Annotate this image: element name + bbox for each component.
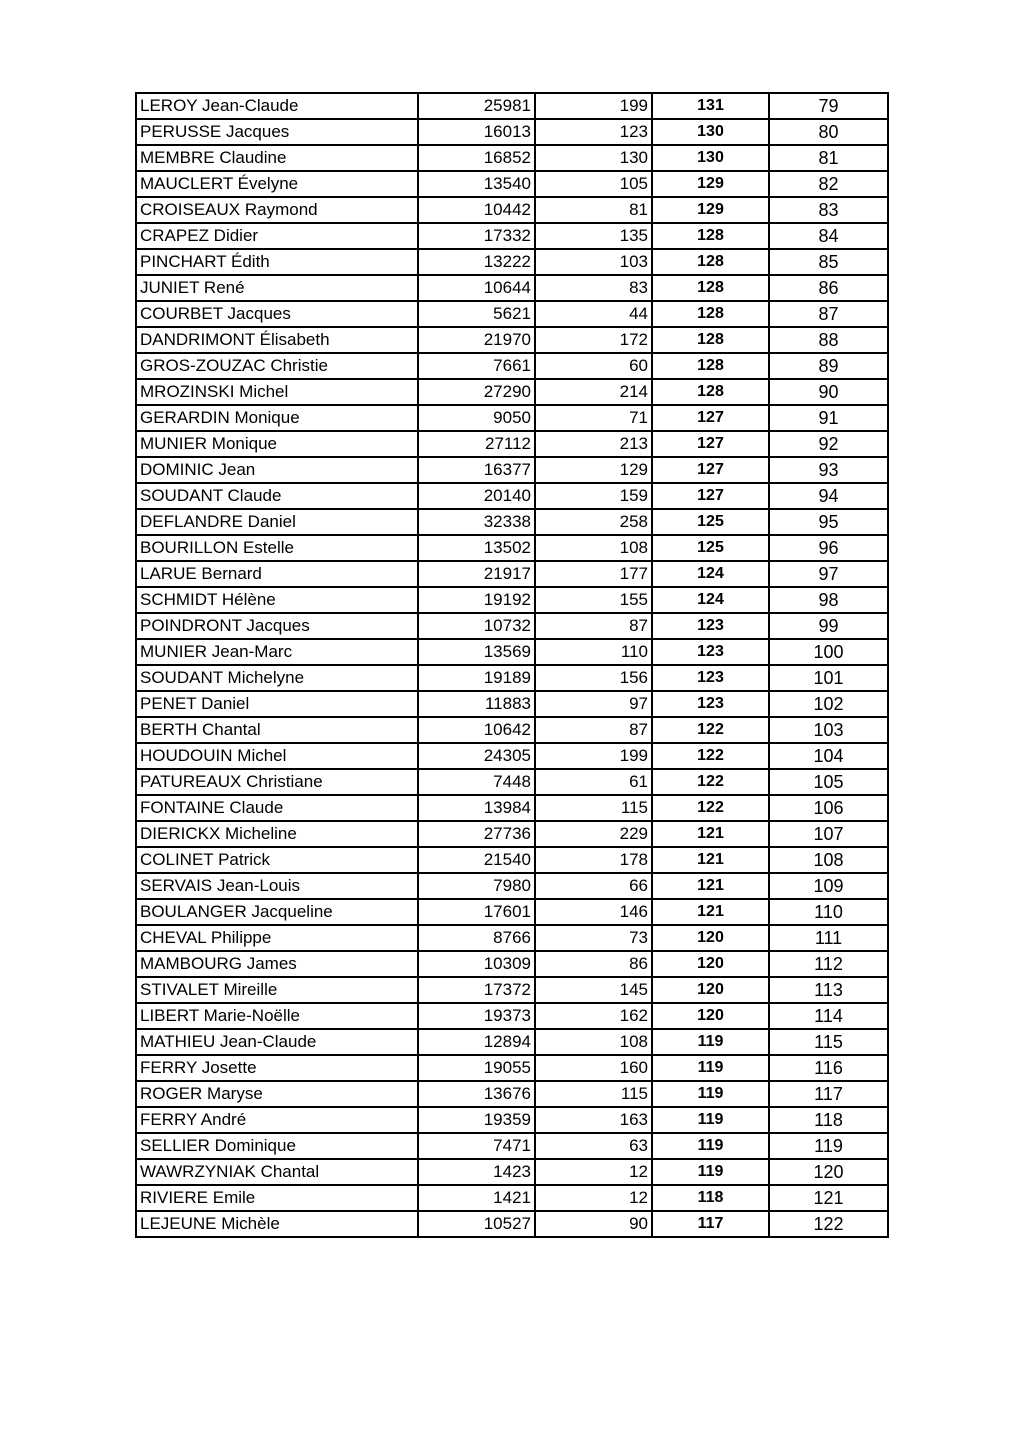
cell-number-2: 73 — [535, 925, 652, 951]
cell-score: 120 — [652, 977, 769, 1003]
cell-name: SERVAIS Jean-Louis — [136, 873, 418, 899]
cell-number-2: 155 — [535, 587, 652, 613]
cell-score: 128 — [652, 301, 769, 327]
cell-name: DEFLANDRE Daniel — [136, 509, 418, 535]
table-row — [136, 379, 888, 405]
cell-rank: 115 — [769, 1029, 888, 1055]
cell-number-1: 7661 — [418, 353, 535, 379]
cell-number-1: 24305 — [418, 743, 535, 769]
cell-rank: 114 — [769, 1003, 888, 1029]
cell-score: 122 — [652, 769, 769, 795]
cell-name: STIVALET Mireille — [136, 977, 418, 1003]
cell-number-1: 21540 — [418, 847, 535, 873]
cell-score: 128 — [652, 249, 769, 275]
cell-number-1: 19055 — [418, 1055, 535, 1081]
cell-name: MUNIER Jean-Marc — [136, 639, 418, 665]
cell-number-2: 12 — [535, 1159, 652, 1185]
cell-score: 129 — [652, 171, 769, 197]
cell-rank: 96 — [769, 535, 888, 561]
cell-score: 123 — [652, 691, 769, 717]
cell-score: 120 — [652, 951, 769, 977]
table-row — [136, 717, 888, 743]
cell-number-1: 17372 — [418, 977, 535, 1003]
cell-score: 128 — [652, 327, 769, 353]
cell-name: DOMINIC Jean — [136, 457, 418, 483]
cell-number-2: 44 — [535, 301, 652, 327]
cell-rank: 106 — [769, 795, 888, 821]
cell-rank: 122 — [769, 1211, 888, 1237]
cell-rank: 108 — [769, 847, 888, 873]
cell-name: MROZINSKI Michel — [136, 379, 418, 405]
table-row — [136, 1055, 888, 1081]
table-row — [136, 951, 888, 977]
cell-number-2: 145 — [535, 977, 652, 1003]
cell-rank: 117 — [769, 1081, 888, 1107]
table-row — [136, 249, 888, 275]
table-row — [136, 821, 888, 847]
cell-name: SELLIER Dominique — [136, 1133, 418, 1159]
cell-score: 127 — [652, 405, 769, 431]
cell-number-1: 13222 — [418, 249, 535, 275]
cell-name: COLINET Patrick — [136, 847, 418, 873]
cell-score: 127 — [652, 483, 769, 509]
cell-number-2: 66 — [535, 873, 652, 899]
cell-number-1: 10732 — [418, 613, 535, 639]
cell-number-2: 156 — [535, 665, 652, 691]
cell-name: FERRY André — [136, 1107, 418, 1133]
cell-number-1: 10442 — [418, 197, 535, 223]
cell-name: MATHIEU Jean-Claude — [136, 1029, 418, 1055]
cell-name: CRAPEZ Didier — [136, 223, 418, 249]
cell-score: 121 — [652, 821, 769, 847]
cell-number-1: 11883 — [418, 691, 535, 717]
cell-number-2: 83 — [535, 275, 652, 301]
cell-number-2: 97 — [535, 691, 652, 717]
cell-rank: 119 — [769, 1133, 888, 1159]
table-row — [136, 405, 888, 431]
cell-name: PERUSSE Jacques — [136, 119, 418, 145]
table-row — [136, 1107, 888, 1133]
table-row — [136, 873, 888, 899]
cell-number-1: 13502 — [418, 535, 535, 561]
cell-rank: 85 — [769, 249, 888, 275]
cell-name: POINDRONT Jacques — [136, 613, 418, 639]
cell-number-2: 214 — [535, 379, 652, 405]
table-row — [136, 327, 888, 353]
cell-number-1: 21917 — [418, 561, 535, 587]
cell-rank: 83 — [769, 197, 888, 223]
cell-name: ROGER Maryse — [136, 1081, 418, 1107]
cell-score: 122 — [652, 743, 769, 769]
table-row — [136, 1185, 888, 1211]
cell-name: RIVIERE Emile — [136, 1185, 418, 1211]
cell-score: 124 — [652, 587, 769, 613]
table-row — [136, 1211, 888, 1237]
cell-rank: 90 — [769, 379, 888, 405]
cell-number-1: 10309 — [418, 951, 535, 977]
cell-score: 128 — [652, 379, 769, 405]
cell-number-2: 258 — [535, 509, 652, 535]
table-row — [136, 587, 888, 613]
cell-rank: 100 — [769, 639, 888, 665]
cell-score: 121 — [652, 873, 769, 899]
cell-number-2: 115 — [535, 1081, 652, 1107]
table-row — [136, 1081, 888, 1107]
cell-score: 125 — [652, 535, 769, 561]
cell-rank: 113 — [769, 977, 888, 1003]
cell-number-2: 110 — [535, 639, 652, 665]
cell-number-2: 213 — [535, 431, 652, 457]
cell-name: WAWRZYNIAK Chantal — [136, 1159, 418, 1185]
cell-name: LEJEUNE Michèle — [136, 1211, 418, 1237]
cell-number-2: 108 — [535, 1029, 652, 1055]
cell-name: PINCHART Édith — [136, 249, 418, 275]
cell-number-1: 32338 — [418, 509, 535, 535]
cell-number-1: 19373 — [418, 1003, 535, 1029]
cell-score: 130 — [652, 145, 769, 171]
cell-name: MEMBRE Claudine — [136, 145, 418, 171]
cell-name: PENET Daniel — [136, 691, 418, 717]
cell-number-1: 9050 — [418, 405, 535, 431]
cell-name: FONTAINE Claude — [136, 795, 418, 821]
cell-number-1: 10644 — [418, 275, 535, 301]
cell-rank: 97 — [769, 561, 888, 587]
cell-score: 130 — [652, 119, 769, 145]
cell-name: FERRY Josette — [136, 1055, 418, 1081]
table-row — [136, 1159, 888, 1185]
cell-score: 117 — [652, 1211, 769, 1237]
cell-number-2: 163 — [535, 1107, 652, 1133]
cell-rank: 94 — [769, 483, 888, 509]
cell-name: PATUREAUX Christiane — [136, 769, 418, 795]
results-body — [136, 93, 888, 1237]
cell-number-1: 19192 — [418, 587, 535, 613]
table-row — [136, 561, 888, 587]
cell-rank: 112 — [769, 951, 888, 977]
table-row — [136, 1003, 888, 1029]
cell-number-1: 17601 — [418, 899, 535, 925]
cell-score: 122 — [652, 717, 769, 743]
cell-number-2: 105 — [535, 171, 652, 197]
cell-name: JUNIET René — [136, 275, 418, 301]
cell-number-1: 19359 — [418, 1107, 535, 1133]
table-row — [136, 665, 888, 691]
cell-number-2: 81 — [535, 197, 652, 223]
cell-number-2: 63 — [535, 1133, 652, 1159]
cell-rank: 98 — [769, 587, 888, 613]
cell-score: 119 — [652, 1081, 769, 1107]
cell-name: BERTH Chantal — [136, 717, 418, 743]
table-row — [136, 145, 888, 171]
cell-score: 128 — [652, 223, 769, 249]
cell-name: SOUDANT Claude — [136, 483, 418, 509]
cell-rank: 110 — [769, 899, 888, 925]
cell-rank: 99 — [769, 613, 888, 639]
cell-name: MAUCLERT Évelyne — [136, 171, 418, 197]
cell-score: 118 — [652, 1185, 769, 1211]
cell-rank: 104 — [769, 743, 888, 769]
table-row — [136, 1029, 888, 1055]
cell-name: DIERICKX Micheline — [136, 821, 418, 847]
cell-number-2: 199 — [535, 93, 652, 119]
cell-rank: 107 — [769, 821, 888, 847]
cell-number-1: 1423 — [418, 1159, 535, 1185]
table-row — [136, 119, 888, 145]
cell-name: LARUE Bernard — [136, 561, 418, 587]
cell-rank: 86 — [769, 275, 888, 301]
cell-number-1: 16013 — [418, 119, 535, 145]
table-row — [136, 353, 888, 379]
cell-number-1: 21970 — [418, 327, 535, 353]
cell-number-2: 60 — [535, 353, 652, 379]
table-row — [136, 691, 888, 717]
cell-number-2: 162 — [535, 1003, 652, 1029]
table-row — [136, 977, 888, 1003]
cell-score: 119 — [652, 1107, 769, 1133]
cell-score: 120 — [652, 1003, 769, 1029]
cell-number-2: 108 — [535, 535, 652, 561]
cell-score: 127 — [652, 457, 769, 483]
cell-number-2: 177 — [535, 561, 652, 587]
cell-rank: 79 — [769, 93, 888, 119]
cell-score: 121 — [652, 899, 769, 925]
table-row — [136, 743, 888, 769]
cell-rank: 116 — [769, 1055, 888, 1081]
cell-score: 125 — [652, 509, 769, 535]
cell-number-2: 86 — [535, 951, 652, 977]
cell-score: 128 — [652, 275, 769, 301]
cell-score: 122 — [652, 795, 769, 821]
cell-rank: 105 — [769, 769, 888, 795]
cell-number-2: 130 — [535, 145, 652, 171]
cell-number-2: 229 — [535, 821, 652, 847]
cell-number-2: 123 — [535, 119, 652, 145]
cell-score: 123 — [652, 665, 769, 691]
cell-rank: 89 — [769, 353, 888, 379]
cell-rank: 84 — [769, 223, 888, 249]
cell-number-1: 8766 — [418, 925, 535, 951]
table-row — [136, 1133, 888, 1159]
cell-score: 123 — [652, 613, 769, 639]
cell-number-2: 178 — [535, 847, 652, 873]
cell-number-1: 19189 — [418, 665, 535, 691]
cell-rank: 120 — [769, 1159, 888, 1185]
cell-number-1: 10642 — [418, 717, 535, 743]
cell-score: 119 — [652, 1159, 769, 1185]
cell-score: 123 — [652, 639, 769, 665]
cell-number-1: 1421 — [418, 1185, 535, 1211]
cell-number-1: 12894 — [418, 1029, 535, 1055]
results-table — [135, 92, 889, 1238]
cell-number-1: 7471 — [418, 1133, 535, 1159]
cell-score: 124 — [652, 561, 769, 587]
cell-number-2: 87 — [535, 717, 652, 743]
cell-rank: 91 — [769, 405, 888, 431]
cell-name: BOULANGER Jacqueline — [136, 899, 418, 925]
table-row — [136, 483, 888, 509]
cell-number-2: 146 — [535, 899, 652, 925]
cell-number-1: 7448 — [418, 769, 535, 795]
table-row — [136, 639, 888, 665]
cell-number-2: 90 — [535, 1211, 652, 1237]
cell-name: CROISEAUX Raymond — [136, 197, 418, 223]
cell-name: LEROY Jean-Claude — [136, 93, 418, 119]
cell-score: 127 — [652, 431, 769, 457]
cell-number-1: 16852 — [418, 145, 535, 171]
cell-score: 128 — [652, 353, 769, 379]
cell-rank: 121 — [769, 1185, 888, 1211]
cell-number-1: 13676 — [418, 1081, 535, 1107]
cell-number-1: 16377 — [418, 457, 535, 483]
cell-score: 121 — [652, 847, 769, 873]
cell-score: 131 — [652, 93, 769, 119]
table-row — [136, 431, 888, 457]
cell-score: 119 — [652, 1133, 769, 1159]
cell-number-2: 199 — [535, 743, 652, 769]
cell-number-2: 87 — [535, 613, 652, 639]
table-row — [136, 275, 888, 301]
table-row — [136, 769, 888, 795]
cell-rank: 81 — [769, 145, 888, 171]
cell-score: 120 — [652, 925, 769, 951]
cell-name: SCHMIDT Hélène — [136, 587, 418, 613]
cell-name: SOUDANT Michelyne — [136, 665, 418, 691]
cell-rank: 88 — [769, 327, 888, 353]
cell-number-1: 27112 — [418, 431, 535, 457]
table-row — [136, 197, 888, 223]
cell-rank: 109 — [769, 873, 888, 899]
cell-number-1: 13540 — [418, 171, 535, 197]
cell-name: BOURILLON Estelle — [136, 535, 418, 561]
cell-rank: 101 — [769, 665, 888, 691]
cell-number-1: 27290 — [418, 379, 535, 405]
table-row — [136, 223, 888, 249]
cell-score: 119 — [652, 1055, 769, 1081]
cell-number-2: 172 — [535, 327, 652, 353]
cell-number-2: 71 — [535, 405, 652, 431]
cell-rank: 111 — [769, 925, 888, 951]
cell-rank: 118 — [769, 1107, 888, 1133]
cell-rank: 102 — [769, 691, 888, 717]
cell-score: 129 — [652, 197, 769, 223]
table-row — [136, 93, 888, 119]
cell-rank: 92 — [769, 431, 888, 457]
table-row — [136, 535, 888, 561]
table-row — [136, 457, 888, 483]
table-row — [136, 925, 888, 951]
cell-number-1: 10527 — [418, 1211, 535, 1237]
cell-number-1: 27736 — [418, 821, 535, 847]
cell-number-1: 25981 — [418, 93, 535, 119]
cell-name: HOUDOUIN Michel — [136, 743, 418, 769]
cell-rank: 103 — [769, 717, 888, 743]
cell-name: DANDRIMONT Élisabeth — [136, 327, 418, 353]
cell-number-1: 5621 — [418, 301, 535, 327]
table-row — [136, 847, 888, 873]
cell-rank: 95 — [769, 509, 888, 535]
cell-name: MAMBOURG James — [136, 951, 418, 977]
cell-name: MUNIER Monique — [136, 431, 418, 457]
cell-name: GERARDIN Monique — [136, 405, 418, 431]
cell-number-1: 20140 — [418, 483, 535, 509]
cell-name: CHEVAL Philippe — [136, 925, 418, 951]
cell-score: 119 — [652, 1029, 769, 1055]
cell-name: GROS-ZOUZAC Christie — [136, 353, 418, 379]
table-row — [136, 171, 888, 197]
cell-number-2: 103 — [535, 249, 652, 275]
cell-number-2: 135 — [535, 223, 652, 249]
cell-rank: 93 — [769, 457, 888, 483]
cell-number-2: 61 — [535, 769, 652, 795]
table-row — [136, 899, 888, 925]
table-row — [136, 301, 888, 327]
cell-rank: 87 — [769, 301, 888, 327]
cell-name: COURBET Jacques — [136, 301, 418, 327]
cell-number-2: 129 — [535, 457, 652, 483]
cell-number-2: 159 — [535, 483, 652, 509]
cell-number-1: 13569 — [418, 639, 535, 665]
cell-number-1: 17332 — [418, 223, 535, 249]
table-row — [136, 795, 888, 821]
cell-rank: 82 — [769, 171, 888, 197]
cell-number-1: 13984 — [418, 795, 535, 821]
cell-number-2: 160 — [535, 1055, 652, 1081]
cell-number-2: 115 — [535, 795, 652, 821]
cell-number-2: 12 — [535, 1185, 652, 1211]
table-row — [136, 613, 888, 639]
table-row — [136, 509, 888, 535]
cell-name: LIBERT Marie-Noëlle — [136, 1003, 418, 1029]
cell-number-1: 7980 — [418, 873, 535, 899]
cell-rank: 80 — [769, 119, 888, 145]
